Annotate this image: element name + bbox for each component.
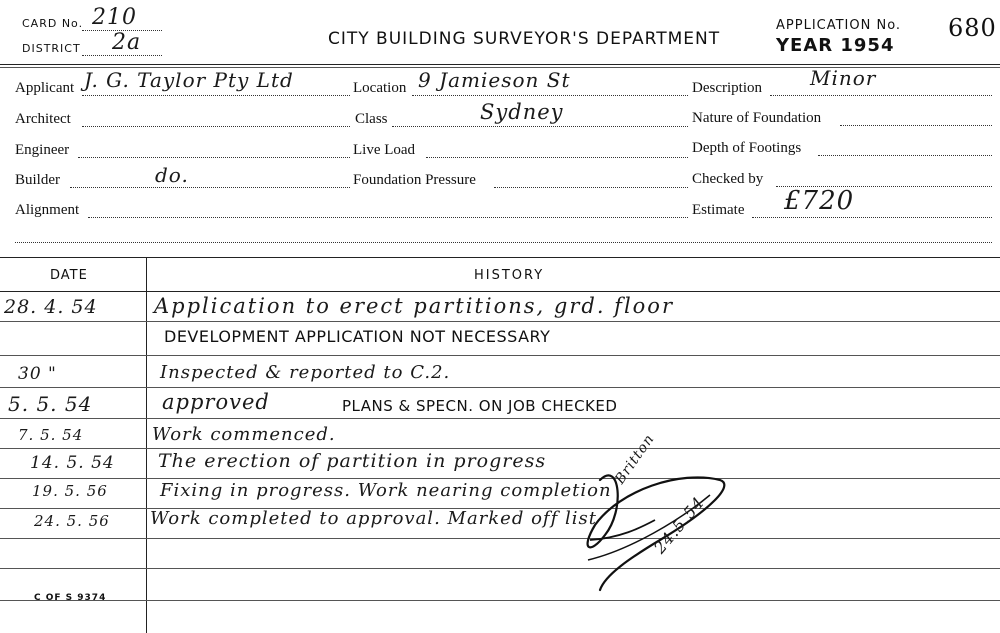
- history-date: 5. 5. 54: [8, 392, 93, 416]
- checked-by-label: Checked by: [692, 171, 764, 187]
- history-date: 28. 4. 54: [4, 296, 98, 318]
- development-application-stamp: DEVELOPMENT APPLICATION NOT NECESSARY: [164, 327, 551, 346]
- estimate-label: Estimate: [692, 202, 745, 218]
- live-load-label: Live Load: [353, 142, 416, 158]
- history-date: 19. 5. 56: [32, 482, 108, 500]
- history-text: The erection of partition in progress: [158, 450, 547, 472]
- nature-of-foundation-label: Nature of Foundation: [692, 110, 822, 126]
- location-label: Location: [353, 80, 407, 96]
- applicant-value: J. G. Taylor Pty Ltd: [84, 68, 294, 92]
- card-no-value: 210: [92, 5, 137, 30]
- history-text: Fixing in progress. Work nearing completion: [160, 480, 612, 501]
- description-label: Description: [692, 80, 762, 96]
- depth-of-footings-label: Depth of Footings: [692, 140, 802, 156]
- history-text: Work completed to approval. Marked off list: [150, 508, 597, 529]
- history-date: 14. 5. 54: [30, 453, 115, 473]
- district-value: 2a: [112, 30, 142, 55]
- history-date: 24. 5. 56: [34, 512, 110, 530]
- applicant-label: Applicant: [15, 80, 75, 96]
- history-text: Inspected & reported to C.2.: [160, 362, 451, 383]
- history-date: 7. 5. 54: [18, 426, 84, 444]
- foundation-pressure-label: Foundation Pressure: [353, 172, 476, 188]
- estimate-value: £720: [784, 186, 855, 216]
- description-value: Minor: [810, 66, 877, 90]
- class-value: Sydney: [480, 100, 564, 124]
- application-no-value: 680: [948, 14, 997, 42]
- plans-checked-stamp: PLANS & SPECN. ON JOB CHECKED: [342, 397, 618, 415]
- card-no-label: CARD No.: [22, 17, 84, 30]
- architect-label: Architect: [15, 111, 71, 127]
- form-code: C OF S 9374: [34, 593, 107, 603]
- date-column-header: DATE: [50, 268, 88, 283]
- signature-initials: Britton: [612, 431, 658, 488]
- district-label: DISTRICT: [22, 42, 81, 55]
- department-title: CITY BUILDING SURVEYOR'S DEPARTMENT: [328, 29, 721, 49]
- signature-date: 24.5.54: [650, 492, 709, 558]
- location-value: 9 Jamieson St: [418, 68, 571, 92]
- builder-label: Builder: [15, 172, 60, 188]
- history-text: approved: [162, 390, 270, 414]
- engineer-label: Engineer: [15, 142, 70, 158]
- class-label: Class: [355, 111, 388, 127]
- application-no-label: APPLICATION No.: [776, 18, 902, 33]
- history-date: 30 ": [18, 364, 57, 384]
- builder-value: do.: [155, 163, 189, 187]
- history-text: Work commenced.: [152, 424, 336, 445]
- history-column-header: HISTORY: [474, 268, 545, 283]
- alignment-label: Alignment: [15, 202, 80, 218]
- year-label: YEAR 1954: [776, 35, 895, 56]
- history-text: Application to erect partitions, grd. floor: [154, 294, 674, 318]
